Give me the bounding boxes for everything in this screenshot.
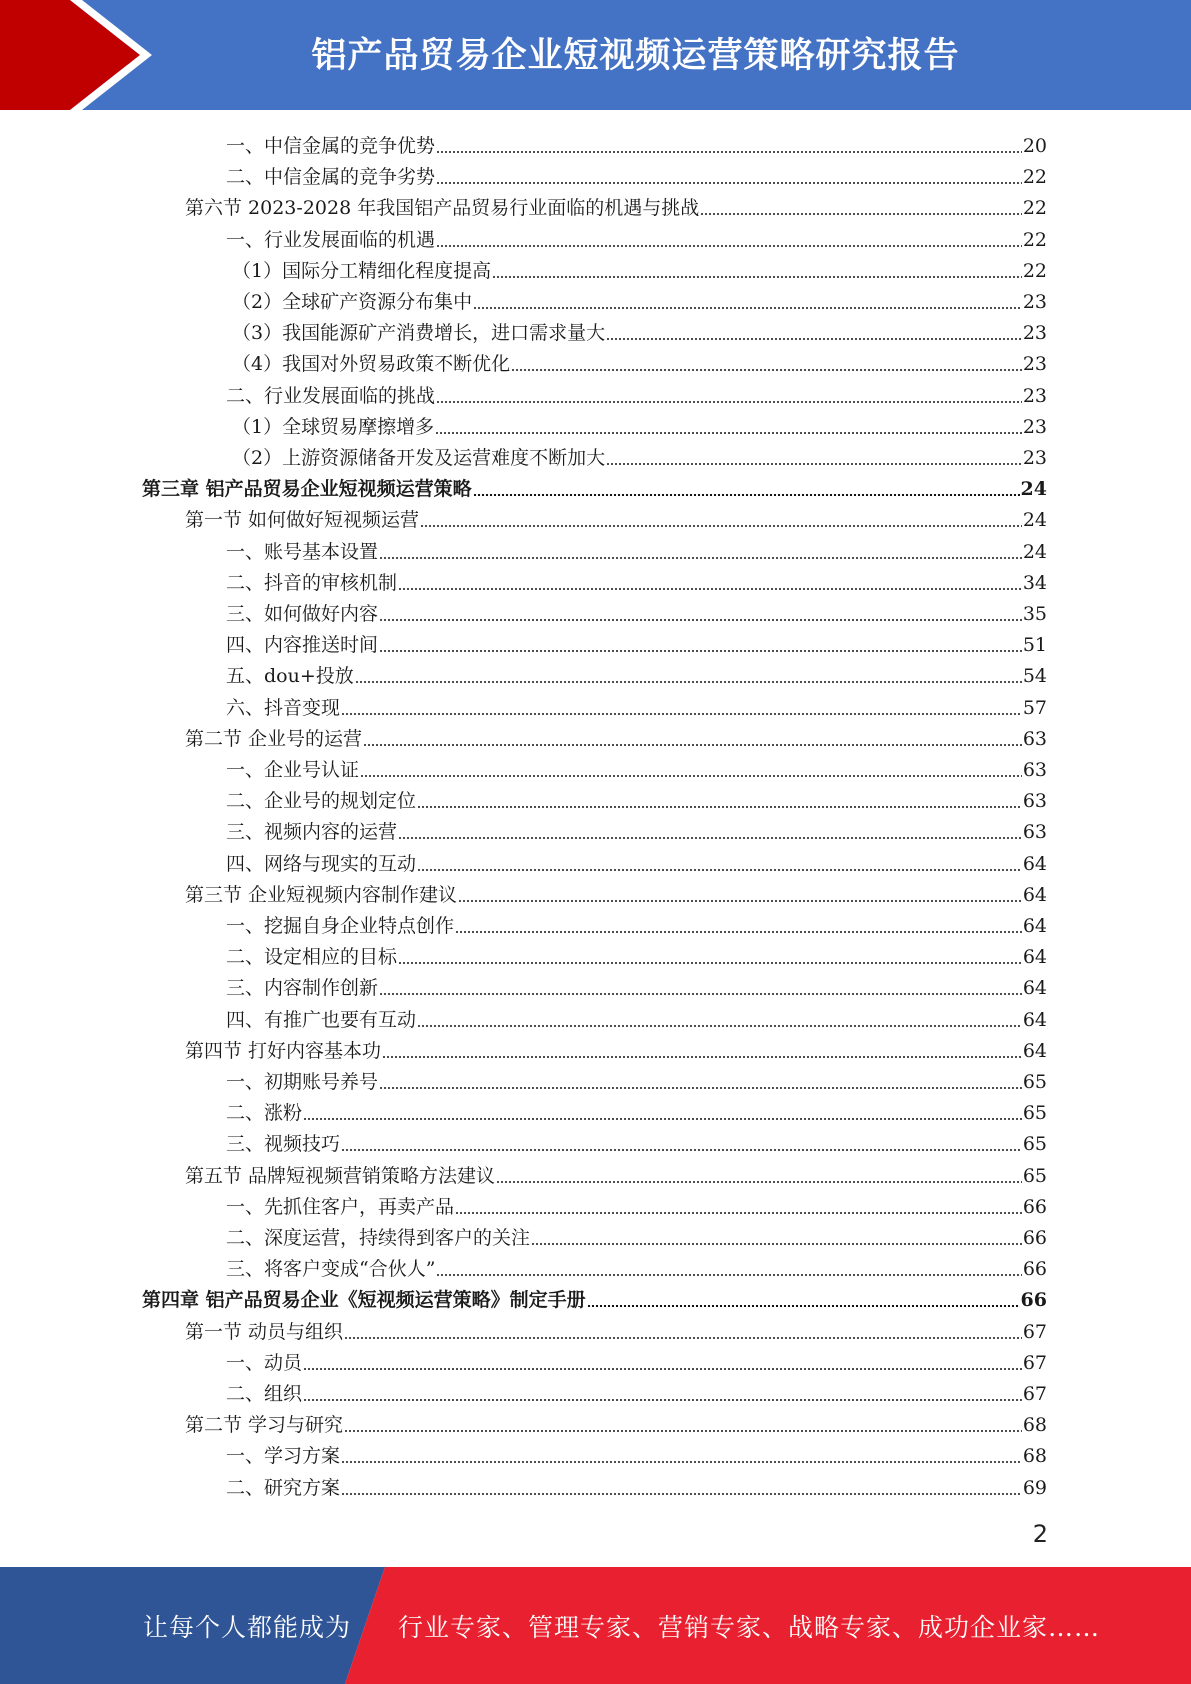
toc-entry-page: 63 [1022,821,1047,844]
toc-entry-label: 一、动员 [226,1351,303,1374]
toc-dot-leader [455,931,1022,933]
toc-dot-leader [341,713,1022,715]
toc-subsection-entry[interactable] [232,283,1047,314]
footer-slogan-right: 行业专家、管理专家、营销专家、战略专家、成功企业家…… [398,1612,1101,1642]
toc-entry-label: 第四章 铝产品贸易企业《短视频运营策略》制定手册 [142,1289,586,1312]
toc-entry-page: 68 [1022,1445,1047,1468]
toc-entry-page: 67 [1022,1351,1047,1374]
toc-dot-leader [379,619,1022,621]
toc-entry-label: （2）全球矿产资源分布集中 [232,291,473,313]
toc-entry-label: （3）我国能源矿产消费增长，进口需求量大 [232,322,606,345]
toc-entry-page: 65 [1022,1071,1047,1093]
toc-entry-page: 68 [1022,1414,1047,1437]
toc-dot-leader [341,1461,1022,1463]
toc-subsection-entry[interactable] [226,626,1047,657]
toc-entry-label: 二、中信金属的竞争劣势 [226,166,436,189]
toc-section-entry[interactable] [185,189,1047,220]
toc-dot-leader [303,1399,1022,1401]
toc-entry-page: 22 [1022,197,1047,220]
toc-entry-page: 65 [1022,1133,1047,1156]
toc-entry-label: 二、设定相应的目标 [226,946,398,969]
toc-entry-page: 64 [1022,946,1047,969]
toc-dot-leader [436,245,1022,247]
toc-entry-label: 一、行业发展面临的机遇 [226,228,436,251]
toc-entry-page: 66 [1020,1289,1047,1312]
toc-entry-page: 23 [1022,322,1047,345]
toc-dot-leader [417,806,1022,808]
toc-dot-leader [398,588,1022,590]
toc-entry-page: 64 [1022,883,1047,906]
toc-dot-leader [700,213,1022,215]
toc-subsection-entry[interactable] [226,1094,1047,1125]
toc-subsection-entry[interactable] [232,439,1047,470]
toc-entry-label: 一、挖掘自身企业特点创作 [226,915,455,937]
toc-entry-page: 57 [1022,696,1047,719]
toc-subsection-entry[interactable] [226,377,1047,408]
page-footer [0,1567,1191,1684]
toc-subsection-entry[interactable] [226,907,1047,938]
toc-entry-page: 63 [1022,727,1047,750]
toc-entry-label: 四、有推广也要有互动 [226,1008,417,1031]
toc-dot-leader [379,1087,1022,1089]
toc-subsection-entry[interactable] [226,127,1047,158]
toc-subsection-entry[interactable] [226,1250,1047,1281]
toc-entry-label: 第三节 企业短视频内容制作建议 [185,883,458,906]
toc-subsection-entry[interactable] [232,408,1047,439]
toc-entry-label: 四、内容推送时间 [226,634,379,657]
toc-dot-leader [398,837,1022,839]
toc-entry-label: 五、dou+投放 [226,665,354,688]
toc-entry-page: 20 [1022,135,1047,157]
toc-subsection-entry[interactable] [226,221,1047,252]
toc-subsection-entry[interactable] [226,657,1047,688]
toc-subsection-entry[interactable] [232,345,1047,376]
toc-chapter-entry[interactable] [142,1281,1047,1312]
toc-entry-label: 一、账号基本设置 [226,540,379,563]
toc-subsection-entry[interactable] [226,969,1047,1000]
toc-dot-leader [417,1025,1022,1027]
toc-dot-leader [435,432,1022,434]
toc-entry-label: （2）上游资源储备开发及运营难度不断加大 [232,447,606,469]
toc-entry-page: 23 [1022,447,1047,469]
toc-entry-label: 四、网络与现实的互动 [226,852,417,875]
header-arrow-decoration [0,0,160,110]
toc-entry-page: 34 [1022,571,1047,594]
toc-subsection-entry[interactable] [226,1437,1047,1468]
toc-dot-leader [382,1056,1022,1058]
toc-dot-leader [492,276,1022,278]
toc-subsection-entry[interactable] [226,564,1047,595]
toc-subsection-entry[interactable] [226,158,1047,189]
toc-entry-page: 67 [1022,1383,1047,1405]
toc-entry-label: 一、中信金属的竞争优势 [226,135,436,157]
toc-subsection-entry[interactable] [226,595,1047,626]
toc-entry-page: 64 [1022,915,1047,937]
toc-entry-label: 三、视频技巧 [226,1133,341,1156]
toc-entry-page: 64 [1022,852,1047,875]
toc-entry-label: （1）全球贸易摩擦增多 [232,415,435,438]
toc-dot-leader [436,401,1022,403]
toc-subsection-entry[interactable] [226,689,1047,720]
toc-section-entry[interactable] [185,720,1047,751]
toc-dot-leader [355,681,1022,683]
toc-entry-label: 二、抖音的审核机制 [226,571,398,594]
page-header [0,0,1191,110]
toc-subsection-entry[interactable] [232,252,1047,283]
toc-entry-page: 64 [1022,977,1047,1000]
footer-slogan-left: 让每个人都能成为 [143,1612,352,1642]
toc-entry-page: 54 [1022,665,1047,688]
toc-entry-page: 69 [1022,1476,1047,1499]
toc-dot-leader [417,869,1022,871]
toc-entry-label: 第四节 打好内容基本功 [185,1039,382,1062]
toc-dot-leader [341,1149,1022,1151]
toc-entry-page: 23 [1022,353,1047,376]
toc-entry-label: 一、学习方案 [226,1445,341,1468]
toc-section-entry[interactable] [185,1032,1047,1063]
toc-subsection-entry[interactable] [226,845,1047,876]
toc-subsection-entry[interactable] [226,1375,1047,1406]
toc-subsection-entry[interactable] [226,751,1047,782]
toc-entry-page: 23 [1022,291,1047,313]
toc-dot-leader [360,775,1022,777]
toc-entry-page: 24 [1020,478,1047,501]
toc-dot-leader [436,182,1022,184]
toc-entry-label: 二、行业发展面临的挑战 [226,384,436,407]
toc-entry-page: 22 [1022,228,1047,251]
toc-dot-leader [436,151,1022,153]
toc-entry-page: 66 [1022,1258,1047,1281]
toc-entry-page: 63 [1022,790,1047,813]
toc-entry-page: 23 [1022,415,1047,438]
toc-section-entry[interactable] [185,1313,1047,1344]
toc-subsection-entry[interactable] [226,1219,1047,1250]
toc-dot-leader [606,463,1022,465]
toc-entry-page: 23 [1022,384,1047,407]
toc-subsection-entry[interactable] [226,938,1047,969]
toc-entry-page: 24 [1022,509,1047,532]
toc-dot-leader [341,1493,1022,1495]
toc-dot-leader [398,962,1022,964]
toc-entry-label: 第二节 学习与研究 [185,1414,344,1437]
toc-entry-page: 63 [1022,759,1047,781]
page-number: 2 [1032,1520,1048,1548]
toc-subsection-entry[interactable] [226,1469,1047,1500]
toc-subsection-entry[interactable] [226,1063,1047,1094]
toc-dot-leader [344,1430,1022,1432]
toc-entry-label: 二、企业号的规划定位 [226,790,417,813]
toc-entry-label: 六、抖音变现 [226,696,341,719]
toc-entry-page: 22 [1022,259,1047,282]
toc-entry-page: 35 [1022,603,1047,625]
toc-subsection-entry[interactable] [226,1001,1047,1032]
toc-entry-label: 一、企业号认证 [226,759,360,781]
toc-subsection-entry[interactable] [226,1188,1047,1219]
toc-dot-leader [458,900,1022,902]
toc-section-entry[interactable] [185,501,1047,532]
toc-dot-leader [455,1212,1022,1214]
toc-subsection-entry[interactable] [226,782,1047,813]
toc-entry-label: 二、深度运营，持续得到客户的关注 [226,1227,531,1249]
toc-entry-label: 第三章 铝产品贸易企业短视频运营策略 [142,478,472,501]
toc-subsection-entry[interactable] [226,1344,1047,1375]
toc-entry-label: 三、视频内容的运营 [226,821,398,844]
toc-entry-label: 三、将客户变成“合伙人” [226,1258,436,1281]
toc-entry-label: 第二节 企业号的运营 [185,727,363,750]
toc-entry-page: 66 [1022,1227,1047,1249]
document-title: 铝产品贸易企业短视频运营策略研究报告 [311,36,960,76]
toc-section-entry[interactable] [185,1157,1047,1188]
toc-dot-leader [606,338,1022,340]
toc-dot-leader [531,1243,1022,1245]
toc-entry-label: 一、先抓住客户，再卖产品 [226,1195,455,1218]
toc-entry-label: 一、初期账号养号 [226,1071,379,1093]
toc-dot-leader [303,1368,1022,1370]
toc-entry-label: 二、涨粉 [226,1102,303,1125]
toc-entry-page: 24 [1022,540,1047,563]
toc-entry-page: 51 [1022,634,1047,657]
toc-subsection-entry[interactable] [226,1125,1047,1156]
toc-entry-label: 三、如何做好内容 [226,603,379,625]
toc-section-entry[interactable] [185,1406,1047,1437]
toc-subsection-entry[interactable] [226,533,1047,564]
toc-entry-page: 64 [1022,1039,1047,1062]
toc-dot-leader [379,650,1022,652]
toc-dot-leader [363,744,1022,746]
toc-entry-page: 65 [1022,1102,1047,1125]
toc-entry-label: 第一节 动员与组织 [185,1320,344,1343]
toc-subsection-entry[interactable] [226,813,1047,844]
toc-dot-leader [420,525,1022,527]
toc-dot-leader [511,369,1022,371]
toc-entry-label: 二、组织 [226,1383,303,1405]
toc-dot-leader [344,1337,1022,1339]
toc-entry-label: （4）我国对外贸易政策不断优化 [232,353,511,376]
toc-dot-leader [379,557,1022,559]
toc-dot-leader [473,307,1022,309]
toc-subsection-entry[interactable] [232,314,1047,345]
toc-entry-page: 65 [1022,1164,1047,1187]
toc-entry-page: 64 [1022,1008,1047,1031]
toc-entry-label: 三、内容制作创新 [226,977,379,1000]
toc-dot-leader [379,993,1022,995]
toc-chapter-entry[interactable] [142,470,1047,501]
toc-section-entry[interactable] [185,876,1047,907]
toc-entry-page: 67 [1022,1320,1047,1343]
toc-dot-leader [587,1305,1020,1307]
toc-entry-label: （1）国际分工精细化程度提高 [232,259,492,282]
toc-entry-label: 二、研究方案 [226,1476,341,1499]
toc-entry-page: 22 [1022,166,1047,189]
toc-entry-label: 第一节 如何做好短视频运营 [185,509,420,532]
toc-dot-leader [303,1118,1022,1120]
toc-dot-leader [473,494,1020,496]
toc-entry-page: 66 [1022,1195,1047,1218]
toc-entry-label: 第五节 品牌短视频营销策略方法建议 [185,1164,496,1187]
toc-entry-label: 第六节 2023-2028 年我国铝产品贸易行业面临的机遇与挑战 [185,197,700,220]
toc-dot-leader [496,1181,1022,1183]
toc-dot-leader [436,1274,1021,1276]
